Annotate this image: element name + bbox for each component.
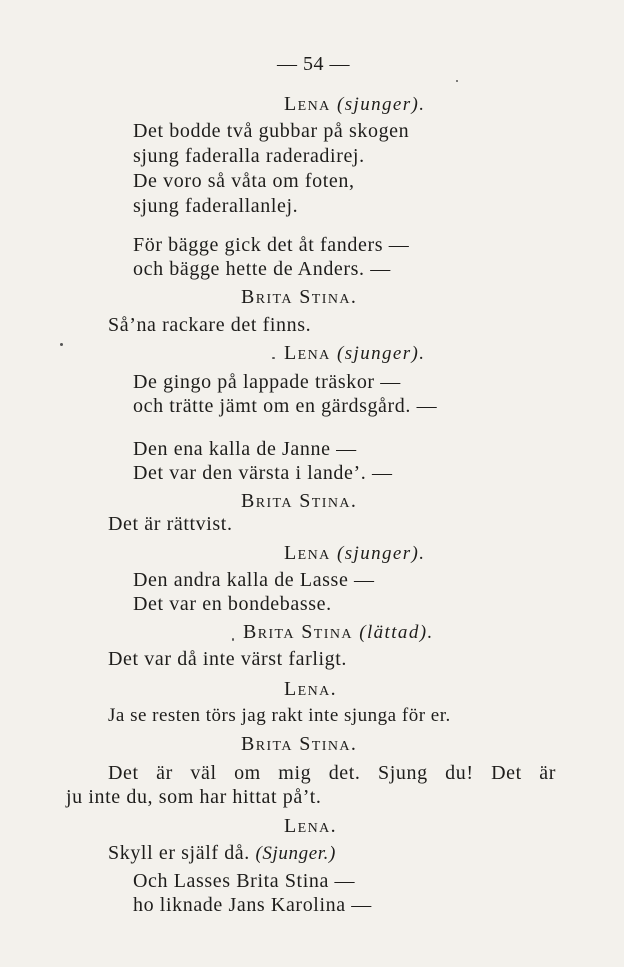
paper-speck (272, 357, 275, 359)
verse-line: sjung faderallanlej. (133, 195, 299, 217)
speaker-name: Brita Stina. (241, 490, 358, 512)
speaker-name: Lena (284, 542, 331, 564)
speaker-heading (241, 489, 357, 513)
verse-line: sjung faderalla raderadirej. (133, 145, 365, 167)
stage-direction: (sjunger). (337, 543, 426, 564)
speaker-name: Lena (284, 342, 331, 364)
dialogue-line: Så’na rackare det finns. (108, 314, 312, 336)
speaker-heading (241, 285, 357, 309)
speaker-heading (243, 620, 434, 645)
paper-speck (232, 638, 234, 641)
verse-line: ho liknade Jans Karolina — (133, 894, 372, 916)
speaker-name: Brita Stina (243, 621, 353, 643)
dialogue-line: Det är rättvist. (108, 513, 233, 535)
stage-direction: (sjunger). (337, 343, 426, 364)
dialogue-text: Skyll er själf då. (108, 842, 250, 864)
speaker-name: Lena. (284, 678, 337, 700)
verse-line: Och Lasses Brita Stina — (133, 870, 356, 892)
paper-speck (456, 80, 458, 82)
stage-direction: (sjunger). (337, 94, 426, 115)
stage-direction: (lättad). (359, 622, 434, 643)
verse-line: För bägge gick det åt fanders — (133, 234, 410, 256)
verse-line: Det var den värsta i lande’. — (133, 462, 393, 484)
speaker-name: Brita Stina. (241, 733, 358, 755)
verse-line: Det var en bondebasse. (133, 593, 332, 615)
speaker-heading (284, 92, 425, 117)
verse-line: De gingo på lappade träskor — (133, 371, 401, 393)
speaker-heading (284, 677, 337, 701)
verse-line: Den andra kalla de Lasse — (133, 569, 375, 591)
verse-line: och trätte jämt om en gärdsgård. — (133, 395, 438, 417)
speaker-heading (284, 814, 337, 838)
speaker-heading (241, 732, 357, 756)
verse-line: Det bodde två gubbar på skogen (133, 120, 410, 142)
speaker-heading (284, 341, 425, 366)
dialogue-line: Ja se resten törs jag rakt inte sjunga för er. (108, 705, 451, 726)
dialogue-line (108, 841, 336, 866)
verse-line: och bägge hette de Anders. — (133, 258, 391, 280)
dialogue-line: ju inte du, som har hittat på’t. (66, 786, 322, 808)
speaker-name: Lena (284, 93, 331, 115)
dialogue-line: Det var då inte värst farligt. (108, 648, 348, 670)
paper-speck (60, 343, 63, 346)
verse-line: Den ena kalla de Janne — (133, 438, 357, 460)
page-number: — 54 — (277, 53, 350, 75)
speaker-name: Brita Stina. (241, 286, 358, 308)
verse-line: De voro så våta om foten, (133, 170, 355, 192)
stage-direction: (Sjunger.) (255, 843, 336, 864)
speaker-heading (284, 541, 425, 566)
dialogue-line: Det är väl om mig det. Sjung du! Det är (108, 762, 556, 784)
speaker-name: Lena. (284, 815, 337, 837)
